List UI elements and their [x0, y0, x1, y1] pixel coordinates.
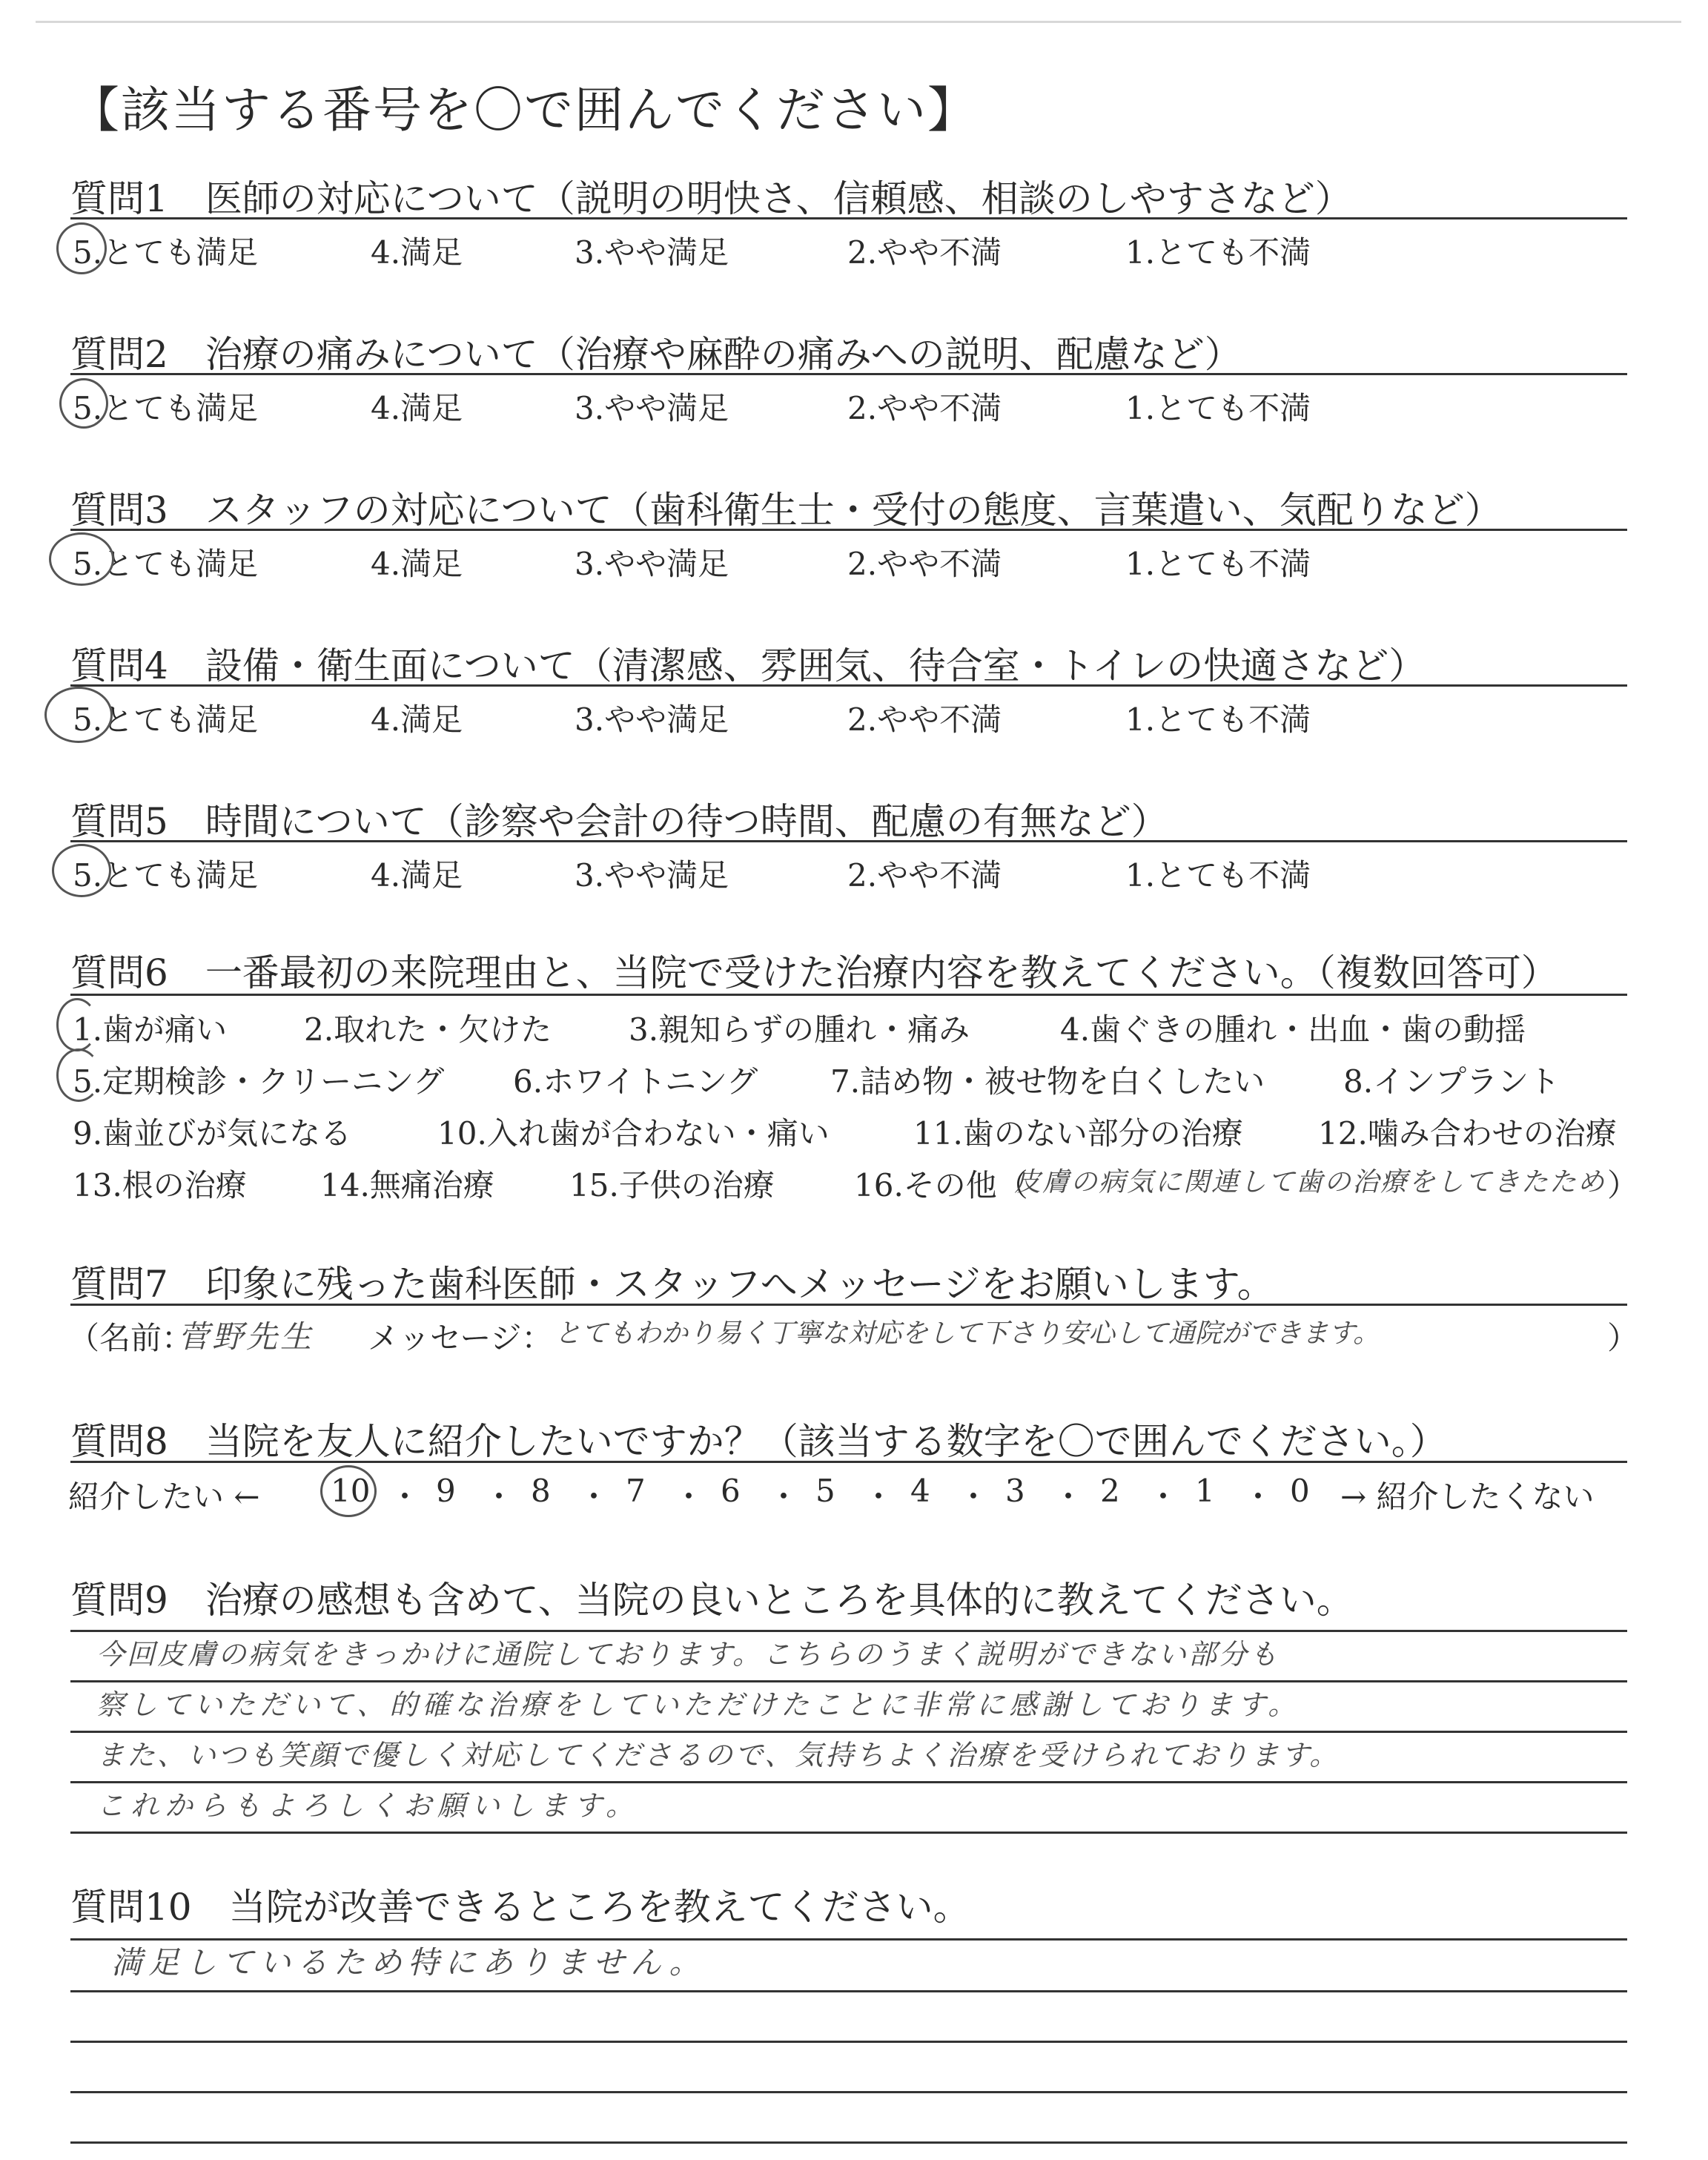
question-text: 治療の感想も含めて、当院の良いところを具体的に教えてください。 [205, 1579, 1354, 1622]
reason-16-handwritten: 皮膚の病気に関連して歯の治療をしてきたため [1014, 1167, 1606, 1198]
option-4[interactable]: 4.満足 [371, 701, 463, 738]
rule [70, 1990, 1627, 1992]
rule [70, 529, 1627, 531]
scale-3[interactable]: 3 [1005, 1473, 1025, 1509]
reason-10[interactable]: 10.入れ歯が合わない・痛い [437, 1115, 830, 1152]
q7-message-value: とてもわかり易く丁寧な対応をして下さり安心して通院ができます。 [555, 1318, 1380, 1349]
scale-dot: ・ [768, 1479, 800, 1515]
reason-13[interactable]: 13.根の治療 [73, 1167, 247, 1203]
scale-9[interactable]: 9 [436, 1473, 456, 1509]
option-5[interactable]: 5.とても満足 [73, 390, 259, 426]
question-label: 質問10 [70, 1886, 192, 1929]
q7-close: ） [1607, 1320, 1639, 1356]
question-text: 当院が改善できるところを教えてください。 [228, 1886, 970, 1929]
option-4[interactable]: 4.満足 [371, 234, 463, 271]
reason-5[interactable]: 5.定期検診・クリーニング [73, 1063, 445, 1100]
scale-dot: ・ [1053, 1479, 1085, 1515]
q6-row-2 [0, 1057, 1708, 1102]
option-4[interactable]: 4.満足 [371, 390, 463, 426]
answer-circle [56, 222, 107, 274]
option-2[interactable]: 2.やや不満 [847, 546, 1002, 582]
option-1[interactable]: 1.とても不満 [1125, 857, 1311, 894]
question-label: 質問8 [70, 1420, 168, 1463]
rule [70, 994, 1627, 996]
reason-2[interactable]: 2.取れた・欠けた [304, 1011, 552, 1048]
rule [70, 1461, 1627, 1463]
option-2[interactable]: 2.やや不満 [847, 701, 1002, 738]
top-rule [36, 21, 1681, 23]
option-5[interactable]: 5.とても満足 [73, 234, 259, 271]
option-5[interactable]: 5.とても満足 [73, 546, 259, 582]
reason-12[interactable]: 12.噛み合わせの治療 [1318, 1115, 1617, 1152]
option-1[interactable]: 1.とても不満 [1125, 546, 1311, 582]
q4-options [0, 696, 1708, 740]
rule [70, 684, 1627, 687]
answer-circle [56, 1048, 101, 1102]
question-text: 時間について（診察や会計の待つ時間、配慮の有無など） [205, 800, 1168, 843]
rule [70, 373, 1627, 375]
rule [70, 840, 1627, 842]
reason-11[interactable]: 11.歯のない部分の治療 [913, 1115, 1243, 1152]
scale-dot: ・ [958, 1479, 990, 1515]
reason-3[interactable]: 3.親知らずの腫れ・痛み [629, 1011, 970, 1048]
option-3[interactable]: 3.やや満足 [575, 390, 729, 426]
scale-8[interactable]: 8 [531, 1473, 551, 1509]
option-3[interactable]: 3.やや満足 [575, 857, 729, 894]
option-2[interactable]: 2.やや不満 [847, 390, 1002, 426]
rule [70, 2091, 1627, 2093]
rule [70, 1832, 1627, 1834]
reason-6[interactable]: 6.ホワイトニング [513, 1063, 758, 1100]
question-10 [70, 1877, 1627, 1931]
reason-16[interactable]: 16.その他（ [854, 1167, 1028, 1203]
option-1[interactable]: 1.とても不満 [1125, 701, 1311, 738]
reason-8[interactable]: 8.インプラント [1343, 1063, 1560, 1100]
q7-name-value: 菅野先生 [178, 1318, 315, 1355]
q6-row-3 [0, 1109, 1708, 1154]
scale-5[interactable]: 5 [815, 1473, 835, 1509]
q9-answer-line: 今回皮膚の病気をきっかけに通院しております。こちらのうまく説明ができない部分も [96, 1638, 1280, 1671]
option-5[interactable]: 5.とても満足 [73, 857, 259, 894]
question-8 [70, 1412, 1627, 1465]
reason-7[interactable]: 7.詰め物・被せ物を白くしたい [830, 1063, 1265, 1100]
option-5[interactable]: 5.とても満足 [73, 701, 259, 738]
scale-6[interactable]: 6 [721, 1473, 741, 1509]
option-1[interactable]: 1.とても不満 [1125, 234, 1311, 271]
option-3[interactable]: 3.やや満足 [575, 701, 729, 738]
reason-14[interactable]: 14.無痛治療 [320, 1167, 494, 1203]
question-5 [70, 792, 1627, 845]
scale-2[interactable]: 2 [1100, 1473, 1120, 1509]
question-label: 質問9 [70, 1579, 168, 1622]
scale-dot: ・ [673, 1479, 705, 1515]
question-9 [70, 1571, 1627, 1624]
question-text: 治療の痛みについて（治療や麻酔の痛みへの説明、配慮など） [205, 333, 1242, 376]
answer-circle [320, 1465, 377, 1517]
answer-circle [44, 687, 113, 743]
answer-circle [56, 998, 98, 1051]
q2-options [0, 384, 1708, 429]
rule [70, 217, 1627, 219]
reason-9[interactable]: 9.歯並びが気になる [73, 1115, 352, 1152]
option-3[interactable]: 3.やや満足 [575, 546, 729, 582]
scale-dot: ・ [578, 1479, 610, 1515]
option-2[interactable]: 2.やや不満 [847, 234, 1002, 271]
scale-dot: ・ [863, 1479, 895, 1515]
reason-1[interactable]: 1.歯が痛い [73, 1011, 228, 1048]
q9-answer-line: 察していただいて、的確な治療をしていただけたことに非常に感謝しております。 [96, 1688, 1301, 1721]
rule [70, 2141, 1627, 2144]
question-text: 医師の対応について（説明の明快さ、信頼感、相談のしやすさなど） [205, 177, 1352, 220]
question-text: 印象に残った歯科医師・スタッフへメッセージをお願いします。 [205, 1263, 1274, 1306]
question-text: 当院を友人に紹介したいですか？（該当する数字を〇で囲んでください。） [205, 1420, 1447, 1463]
answer-circle [59, 378, 108, 429]
question-label: 質問2 [70, 333, 168, 376]
page-title: 【該当する番号を〇で囲んでください】 [70, 82, 978, 139]
scale-dot: ・ [1148, 1479, 1179, 1515]
q9-answer-line: これからもよろしくお願いします。 [96, 1789, 640, 1822]
scale-4[interactable]: 4 [910, 1473, 930, 1509]
option-1[interactable]: 1.とても不満 [1125, 390, 1311, 426]
question-text: 一番最初の来院理由と、当院で受けた治療内容を教えてください。（複数回答可） [205, 951, 1558, 994]
q6-row-1 [0, 1005, 1708, 1050]
question-7 [70, 1255, 1627, 1308]
question-label: 質問6 [70, 951, 168, 994]
q10-answer-line: 満足しているため特にありません。 [111, 1944, 706, 1981]
scale-0[interactable]: 0 [1290, 1473, 1310, 1509]
scale-7[interactable]: 7 [626, 1473, 646, 1509]
answer-circle [49, 532, 114, 586]
scale-right-label: → 紹介したくない [1340, 1479, 1595, 1515]
rule [70, 2041, 1627, 2043]
q7-name-label: （名前： [68, 1320, 193, 1356]
option-4[interactable]: 4.満足 [371, 546, 463, 582]
question-label: 質問5 [70, 800, 168, 843]
q9-answer-line: また、いつも笑顔で優しく対応してくださるので、気持ちよく治療を受けられております。 [96, 1739, 1340, 1771]
reason-4[interactable]: 4.歯ぐきの腫れ・出血・歯の動揺 [1060, 1011, 1526, 1048]
rule [70, 1304, 1627, 1306]
scale-10[interactable]: 10 [331, 1473, 371, 1509]
scale-dot: ・ [389, 1479, 421, 1515]
q1-options [0, 228, 1708, 273]
option-2[interactable]: 2.やや不満 [847, 857, 1002, 894]
question-1 [70, 169, 1627, 222]
question-text: スタッフの対応について（歯科衛生士・受付の態度、言葉遣い、気配りなど） [205, 489, 1502, 532]
question-text: 設備・衛生面について（清潔感、雰囲気、待合室・トイレの快適さなど） [205, 644, 1426, 687]
question-4 [70, 636, 1627, 690]
question-3 [70, 480, 1627, 534]
scale-1[interactable]: 1 [1195, 1473, 1215, 1509]
option-4[interactable]: 4.満足 [371, 857, 463, 894]
scale-dot: ・ [483, 1479, 515, 1515]
question-label: 質問3 [70, 489, 168, 532]
q3-options [0, 540, 1708, 584]
reason-15[interactable]: 15.子供の治療 [569, 1167, 775, 1203]
option-3[interactable]: 3.やや満足 [575, 234, 729, 271]
question-label: 質問4 [70, 644, 168, 687]
answer-circle [52, 844, 111, 897]
question-6 [70, 943, 1627, 997]
question-2 [70, 325, 1627, 378]
referral-scale [0, 1473, 1708, 1517]
q7-message-label: メッセージ： [368, 1320, 553, 1356]
q5-options [0, 851, 1708, 896]
question-label: 質問1 [70, 177, 168, 220]
scale-left-label: 紹介したい ← [68, 1479, 260, 1515]
reason-16-close: ） [1607, 1167, 1639, 1203]
scale-dot: ・ [1242, 1479, 1274, 1515]
question-label: 質問7 [70, 1263, 168, 1306]
